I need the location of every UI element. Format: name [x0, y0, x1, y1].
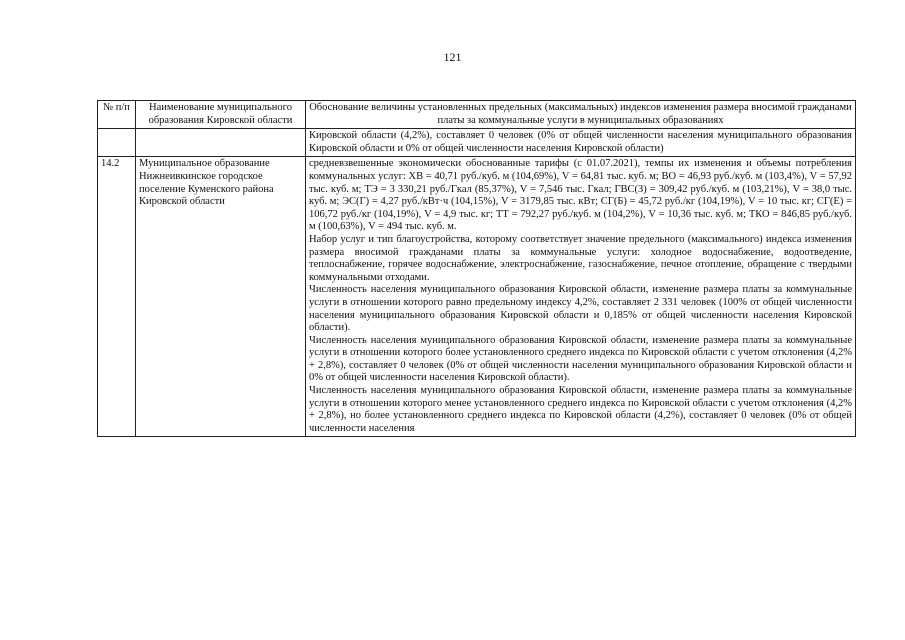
- cell-basis-continuation: Кировской области (4,2%), составляет 0 человек (0% от общей численности населения муниципального образования Кировской области и 0% от общей численности населения Кировской области): [306, 129, 856, 157]
- paragraph-population-equal: Численность населения муниципального образования Кировской области, изменение размера платы за коммунальные услуги в отношении которого равно предельному индексу 4,2%, составляет 2 331 человек (100% от общей численности населения муниципального образования Кировской области и 0,185% от общей численности населения Кировской области).: [309, 284, 852, 334]
- cell-basis-text: [306, 157, 856, 437]
- paragraph-tariffs: средневзвешенные экономически обоснованные тарифы (с 01.07.2021), темпы их изменения и объемы потребления коммунальных услуг: ХВ = 40,71 руб./куб. м (104,69%), V = 64,81 тыс. куб. м; ВО = 46,93 руб./куб. м (103,4%), V = 57,92 тыс. куб. м; ТЭ = 3 330,21 руб./Гкал (85,37%), V = 7,546 тыс. Гкал; ГВС(З) = 309,42 руб./куб. м (103,21%), V = 38,0 тыс. куб. м; ЭС(Г) = 4,27 руб./кВт·ч (104,15%), V = 3179,85 тыс. кВт; СГ(Б) = 45,72 руб./кг (104,19%), V = 10 тыс. кг; СГ(Е) = 106,72 руб./кг (104,19%), V = 4,9 тыс. кг; ТТ = 792,27 руб./куб. м (104,2%), V = 10,36 тыс. куб. м; ТКО = 846,85 руб./куб. м (100,63%), V = 494 тыс. куб. м.: [309, 158, 852, 233]
- header-basis: Обоснование величины установленных предельных (максимальных) индексов изменения размера вносимой гражданами платы за коммунальные услуги в муниципальных образованиях: [306, 101, 856, 129]
- paragraph-population-between: Численность населения муниципального образования Кировской области, изменение размера платы за коммунальные услуги в отношении которого менее установленного среднего индекса по Кировской области с учетом отклонения (4,2% + 2,8%), но более установленного среднего индекса по Кировской области (4,2%), составляет 0 человек (0% от общей численности населения: [309, 385, 852, 434]
- cell-row-number: 14.2: [98, 157, 136, 437]
- table-row-14-2: [98, 157, 856, 437]
- table-header-row: [98, 101, 856, 129]
- page-number: 121: [443, 50, 462, 64]
- cell-number-empty: [98, 129, 136, 157]
- table-row-continuation: [98, 129, 856, 157]
- cell-name-empty: [136, 129, 306, 157]
- cell-municipality-name: Муниципальное образование Нижнеивкинское городское поселение Куменского района Кировской области: [136, 157, 306, 437]
- header-municipality: Наименование муниципального образования Кировской области: [136, 101, 306, 129]
- header-number: № п/п: [98, 101, 136, 129]
- paragraph-services: Набор услуг и тип благоустройства, которому соответствует значение предельного (максимального) индекса изменения размера вносимой гражданами платы за коммунальные услуги: холодное водоснабжение, водоотведение, теплоснабжение, горячее водоснабжение, электроснабжение, газоснабжение, печное отопление, обращение с твердыми коммунальными отходами.: [309, 233, 852, 283]
- paragraph-population-above: Численность населения муниципального образования Кировской области, изменение размера платы за коммунальные услуги в отношении которого более установленного среднего индекса по Кировской области с учетом отклонения (4,2% + 2,8%), составляет 0 человек (0% от общей численности населения муниципального образования Кировской области и 0% от общей численности населения Кировской области).: [309, 334, 852, 384]
- tariff-index-table: [97, 100, 856, 437]
